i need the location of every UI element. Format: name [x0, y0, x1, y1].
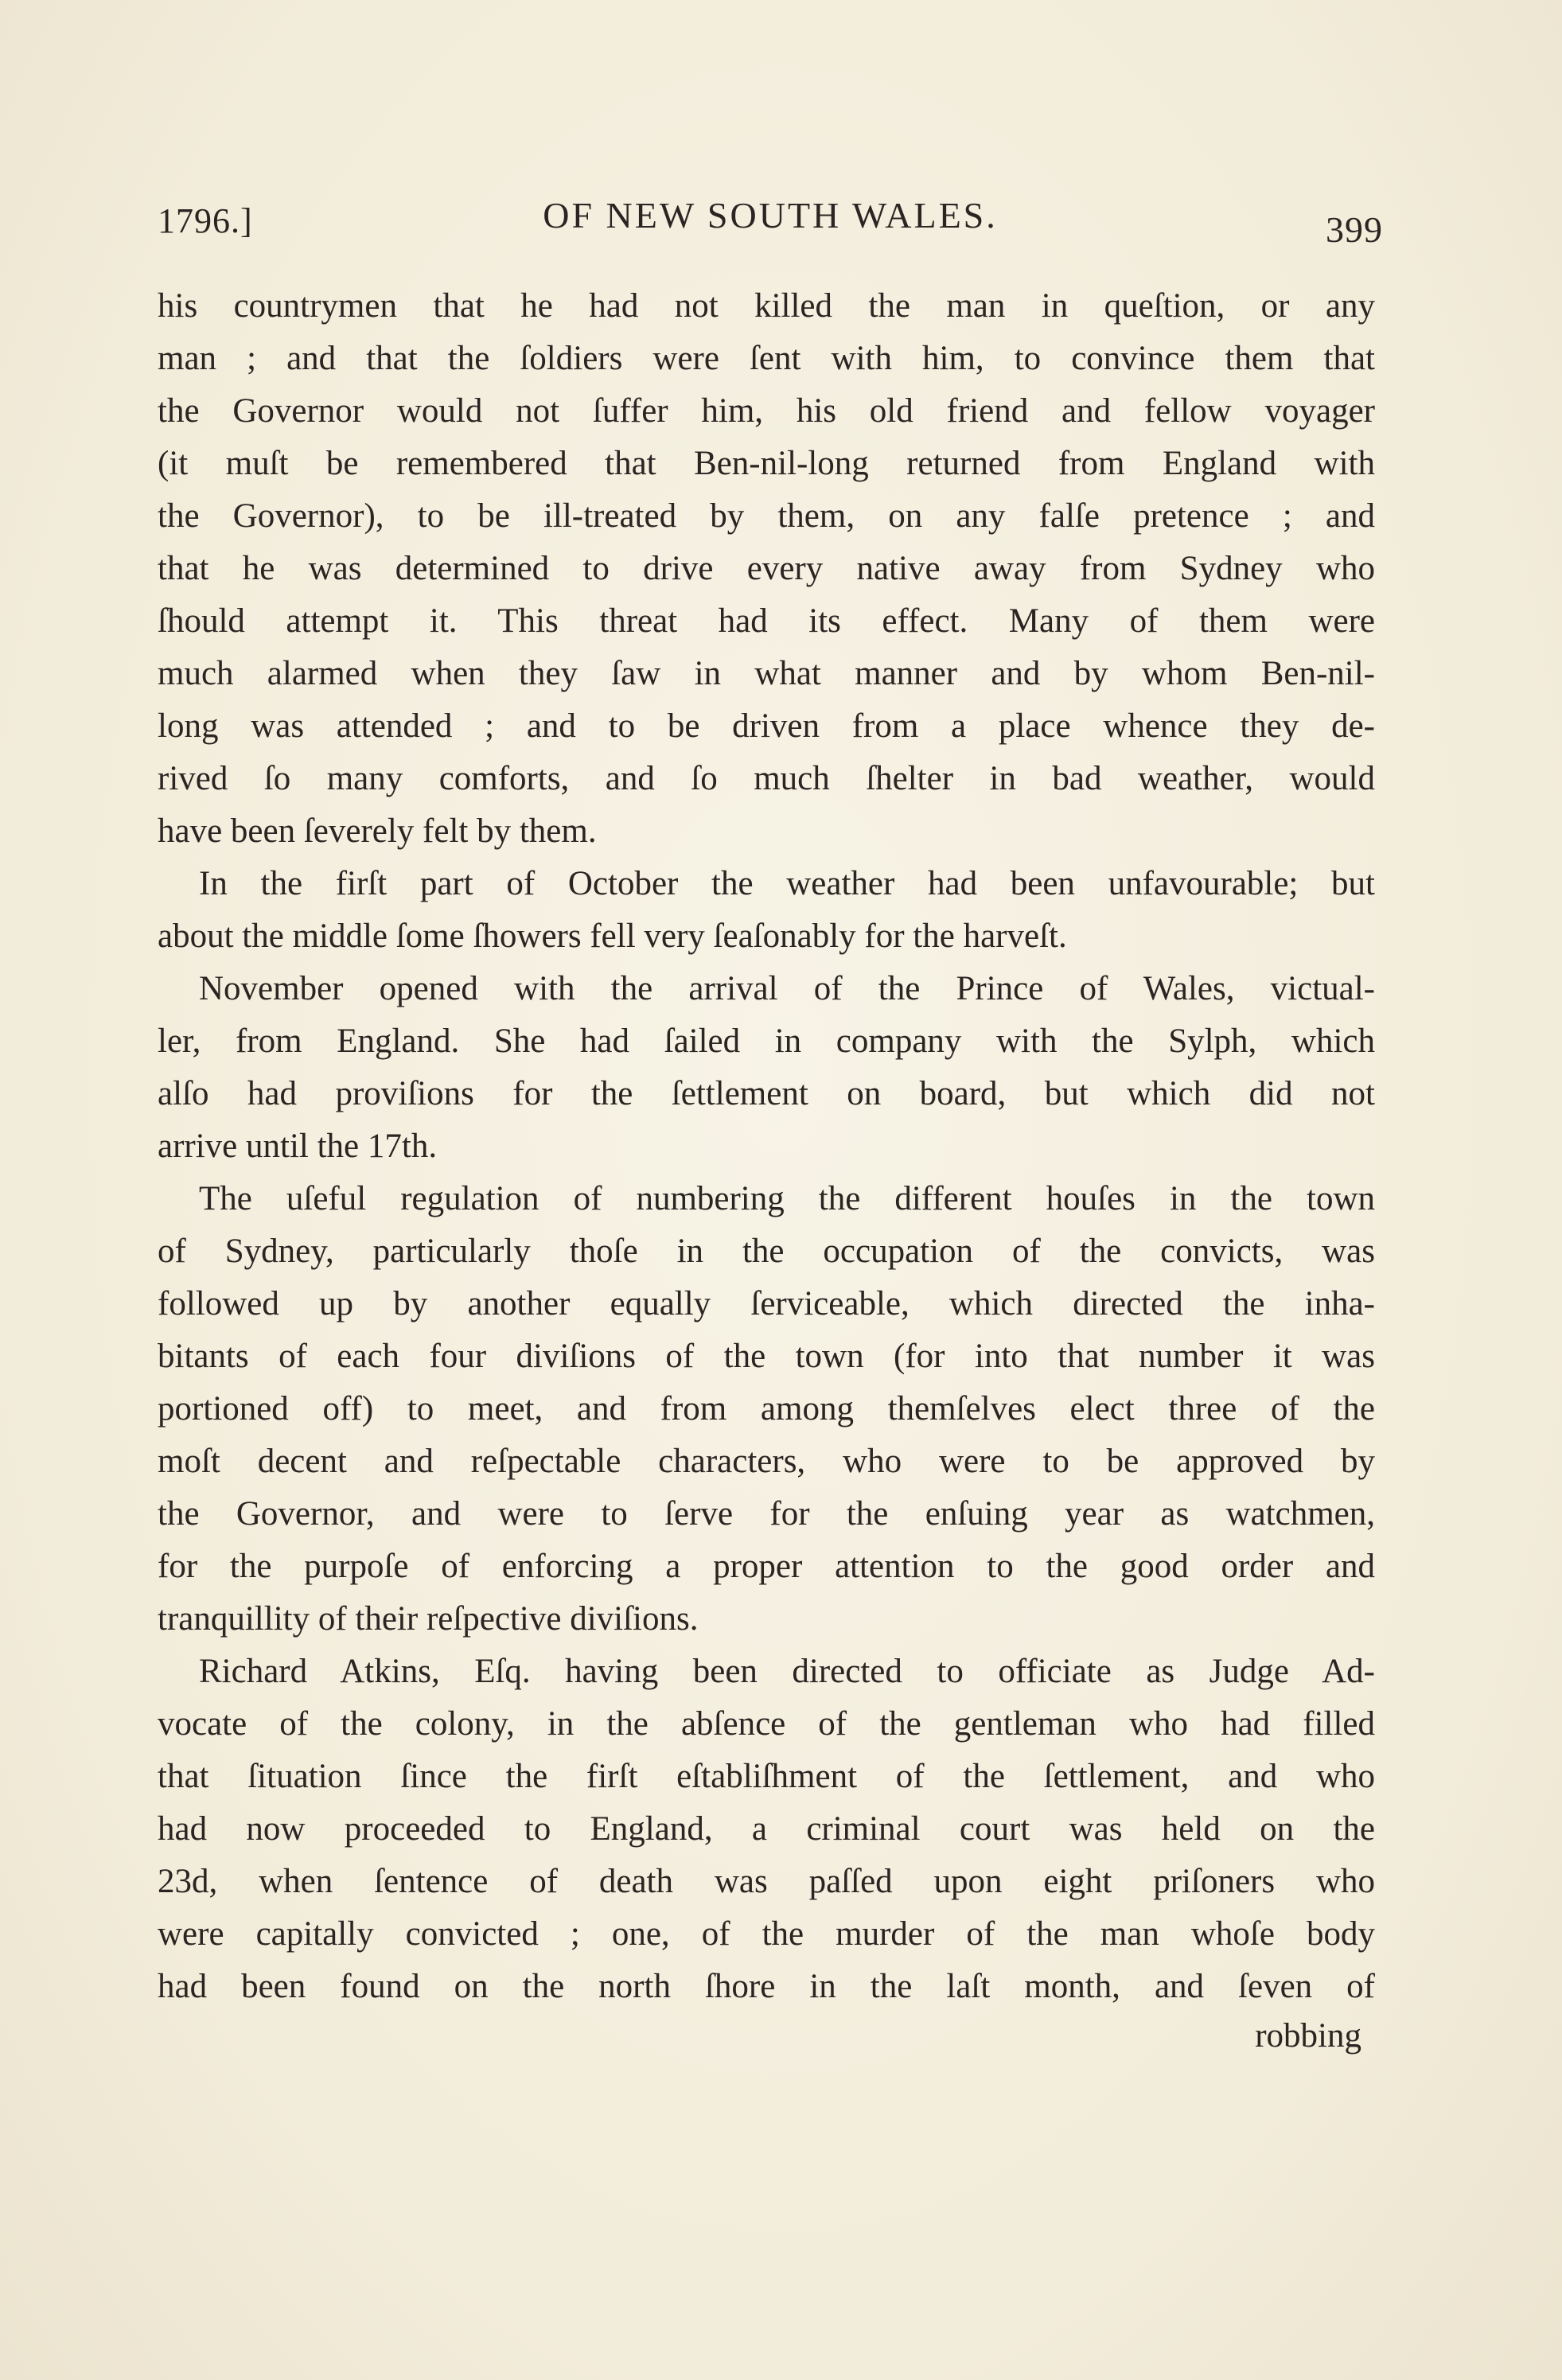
text-line: much alarmed when they ſaw in what manner and by whom Ben-nil- — [158, 655, 1375, 692]
text-line: moſt decent and reſpectable characters, who were to be approved by — [158, 1443, 1375, 1480]
text-line: The uſeful regulation of numbering the different houſes in the town — [199, 1180, 1375, 1217]
text-line: arrive until the 17th. — [158, 1128, 438, 1165]
text-line: had now proceeded to England, a criminal court was held on the — [158, 1810, 1375, 1848]
text-line: In the firſt part of October the weather had been unfavourable; but — [199, 865, 1375, 902]
text-line: have been ſeverely felt by them. — [158, 812, 597, 850]
body-text — [158, 280, 1375, 2013]
text-line: portioned off) to meet, and from among themſelves elect three of the — [158, 1390, 1375, 1428]
text-line: tranquillity of their reſpective diviſions. — [158, 1600, 699, 1638]
text-line: alſo had proviſions for the ſettlement on board, but which did not — [158, 1075, 1375, 1112]
text-line: that he was determined to drive every native away from Sydney who — [158, 550, 1375, 587]
header-date: 1796.] — [158, 201, 253, 240]
text-line: Richard Atkins, Eſq. having been directed to officiate as Judge Ad- — [199, 1653, 1375, 1690]
text-line: that ſituation ſince the firſt eſtabliſhment of the ſettlement, and who — [158, 1758, 1375, 1795]
text-line: the Governor, and were to ſerve for the enſuing year as watchmen, — [158, 1495, 1375, 1533]
text-line: (it muſt be remembered that Ben-nil-long returned from England with — [158, 445, 1375, 482]
text-line: of Sydney, particularly thoſe in the occupation of the convicts, was — [158, 1233, 1375, 1270]
catchword: robbing — [1255, 2017, 1361, 2055]
text-line: long was attended ; and to be driven from a place whence they de- — [158, 707, 1375, 745]
text-line: for the purpoſe of enforcing a proper attention to the good order and — [158, 1548, 1375, 1585]
text-line: were capitally convicted ; one, of the murder of the man whoſe body — [158, 1915, 1375, 1953]
running-title: OF NEW SOUTH WALES. — [543, 195, 998, 236]
text-line: man ; and that the ſoldiers were ſent with him, to convince them that — [158, 340, 1375, 377]
text-line: November opened with the arrival of the Prince of Wales, victual- — [199, 970, 1375, 1007]
page-header — [158, 189, 1383, 250]
text-line: the Governor), to be ill-treated by them, on any falſe pretence ; and — [158, 497, 1375, 535]
text-line: ſhould attempt it. This threat had its effect. Many of them were — [158, 602, 1375, 640]
text-line: ler, from England. She had ſailed in company with the Sylph, which — [158, 1023, 1375, 1060]
text-line: vocate of the colony, in the abſence of the gentleman who had filled — [158, 1705, 1375, 1743]
text-line: about the middle ſome ſhowers fell very ſeaſonably for the harveſt. — [158, 917, 1067, 955]
text-line: followed up by another equally ſerviceable, which directed the inha- — [158, 1285, 1375, 1322]
text-line: bitants of each four diviſions of the town (for into that number it was — [158, 1338, 1375, 1375]
text-line: his countrymen that he had not killed the man in queſtion, or any — [158, 287, 1375, 325]
text-line: 23d, when ſentence of death was paſſed upon eight priſoners who — [158, 1863, 1375, 1900]
page-number: 399 — [1326, 209, 1383, 250]
text-line: the Governor would not ſuffer him, his old friend and fellow voyager — [158, 392, 1375, 430]
text-line: had been found on the north ſhore in the laſt month, and ſeven of — [158, 1968, 1375, 2005]
text-line: rived ſo many comforts, and ſo much ſhelter in bad weather, would — [158, 760, 1375, 797]
